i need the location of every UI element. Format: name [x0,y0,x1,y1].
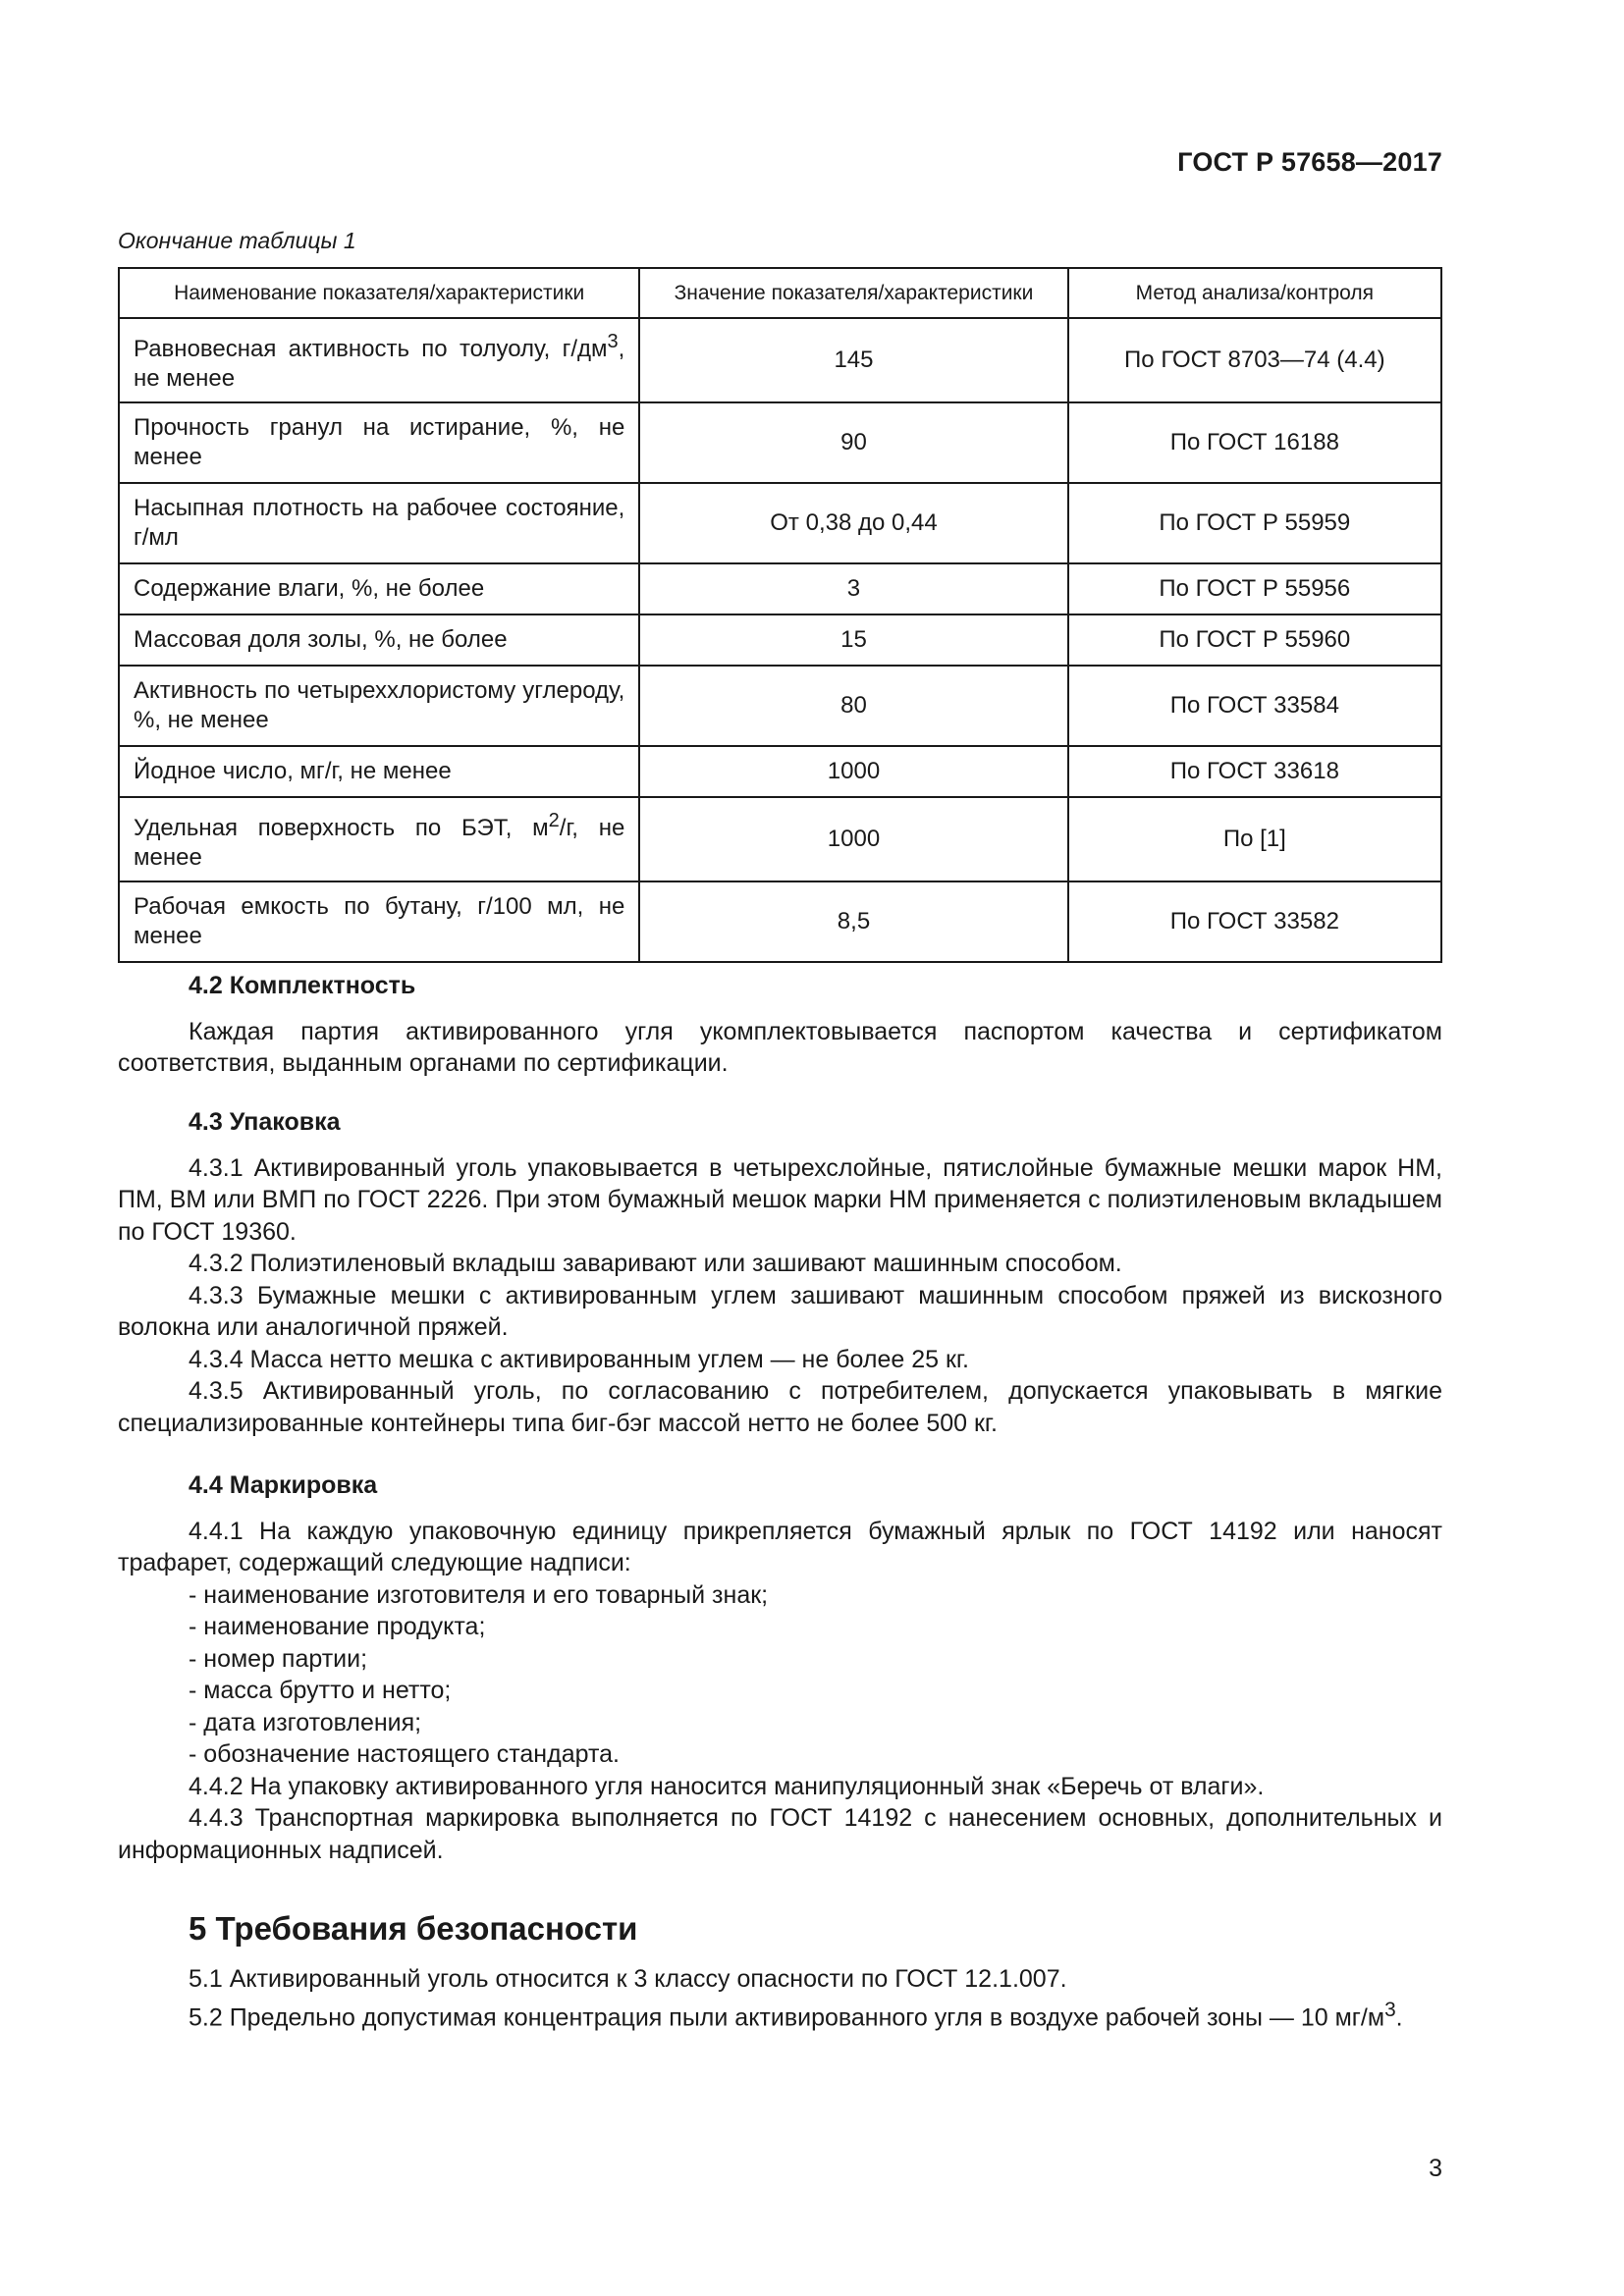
specification-table [118,267,1442,963]
paragraph: Каждая партия активированного угля укомплектовывается паспортом качества и сертификатом соответствия, выданным органами по сертификации. [118,1017,1442,1077]
table-row [119,483,1441,563]
table-row [119,797,1441,881]
list-item: - обозначение настоящего стандарта. [189,1740,620,1768]
paragraph: 4.4.1 На каждую упаковочную единицу прикрепляется бумажный ярлык по ГОСТ 14192 или наносят трафарет, содержащий следующие надписи: [118,1517,1442,1576]
paragraph: 4.3.5 Активированный уголь, по согласованию с потребителем, допускается упаковывать в мягкие специализированные контейнеры типа биг-бэг массой нетто не более 500 кг. [118,1377,1442,1437]
section-4-4 [118,1469,1442,1866]
table-row [119,402,1441,483]
analysis-method: По ГОСТ 33618 [1068,746,1441,797]
page-number: 3 [1429,2155,1442,2182]
paragraph: 4.3.4 Масса нетто мешка с активированным углем — не более 25 кг. [189,1345,969,1373]
paragraph: 4.3.1 Активированный уголь упаковывается в четырехслойные, пятислойные бумажные мешки марок НМ, ПМ, ВМ или ВМП по ГОСТ 2226. При этом бумажный мешок марки НМ применяется с полиэтиленовым вкладышем по ГОСТ 19360. [118,1153,1442,1246]
indicator-value: 1000 [639,746,1067,797]
analysis-method: По ГОСТ Р 55956 [1068,563,1441,614]
indicator-name: Активность по четыреххлористому углероду, %, не менее [119,666,639,746]
paragraph: 4.3.3 Бумажные мешки с активированным углем зашивают машинным способом пряжей из вискозного волокна или аналогичной пряжей. [118,1281,1442,1341]
table-row [119,563,1441,614]
analysis-method: По ГОСТ 33584 [1068,666,1441,746]
table-row [119,666,1441,746]
table-row [119,318,1441,402]
indicator-name: Удельная поверхность по БЭТ, $м^2/г$, не менее [119,797,639,881]
section-4-3 [118,1106,1442,1439]
paragraph: 5.2 Предельно допустимая концентрация пыли активированного угля в воздухе рабочей зоны — 10 $мг/м^3$. [189,1999,1403,2032]
table-row [119,614,1441,666]
section-4-2 [118,970,1442,1080]
indicator-value: 8,5 [639,881,1067,962]
indicator-value: 145 [639,318,1067,402]
analysis-method: По ГОСТ Р 55959 [1068,483,1441,563]
indicator-name: Йодное число, мг/г, не менее [119,746,639,797]
column-header-value: Значение показателя/характеристики [639,268,1067,318]
list-item: - дата изготовления; [189,1708,422,1736]
paragraph: 5.1 Активированный уголь относится к 3 классу опасности по ГОСТ 12.1.007. [189,1964,1067,1993]
chapter-heading: 5 Требования безопасности [189,1910,638,1947]
list-item: - наименование изготовителя и его товарный знак; [189,1580,769,1609]
list-item: - наименование продукта; [189,1613,486,1640]
table-row [119,881,1441,962]
paragraph: 4.3.2 Полиэтиленовый вкладыш заваривают или зашивают машинным способом. [189,1250,1122,1277]
section-heading: 4.2 Комплектность [189,972,416,999]
indicator-name: Прочность гранул на истирание, %, не менее [119,402,639,483]
indicator-name: Рабочая емкость по бутану, г/100 мл, не менее [119,881,639,962]
section-heading: 4.4 Маркировка [189,1471,378,1499]
paragraph: 4.4.2 На упаковку активированного угля наносится манипуляционный знак «Беречь от влаги». [189,1772,1265,1800]
list-item: - номер партии; [189,1644,368,1673]
section-5 [118,1910,1442,2034]
paragraph: 4.4.3 Транспортная маркировка выполняется по ГОСТ 14192 с нанесением основных, дополнительных и информационных надписей. [118,1804,1442,1864]
indicator-value: 1000 [639,797,1067,881]
standard-code: ГОСТ Р 57658—2017 [1177,147,1442,177]
analysis-method: По ГОСТ 8703—74 (4.4) [1068,318,1441,402]
indicator-name: Массовая доля золы, %, не более [119,614,639,666]
indicator-name: Равновесная активность по толуолу, $г/дм^3$, не менее [119,318,639,402]
list-item: - масса брутто и нетто; [189,1677,452,1704]
indicator-name: Насыпная плотность на рабочее состояние, г/мл [119,483,639,563]
column-header-method: Метод анализа/контроля [1068,268,1441,318]
analysis-method: По ГОСТ 16188 [1068,402,1441,483]
analysis-method: По ГОСТ 33582 [1068,881,1441,962]
indicator-value: 80 [639,666,1067,746]
indicator-value: 15 [639,614,1067,666]
table-row [119,746,1441,797]
table-caption: Окончание таблицы 1 [118,228,356,253]
indicator-value: 90 [639,402,1067,483]
column-header-name: Наименование показателя/характеристики [119,268,639,318]
section-heading: 4.3 Упаковка [189,1108,341,1136]
indicator-name: Содержание влаги, %, не более [119,563,639,614]
indicator-value: От 0,38 до 0,44 [639,483,1067,563]
analysis-method: По [1] [1068,797,1441,881]
analysis-method: По ГОСТ Р 55960 [1068,614,1441,666]
table-header-row [119,268,1441,318]
indicator-value: 3 [639,563,1067,614]
